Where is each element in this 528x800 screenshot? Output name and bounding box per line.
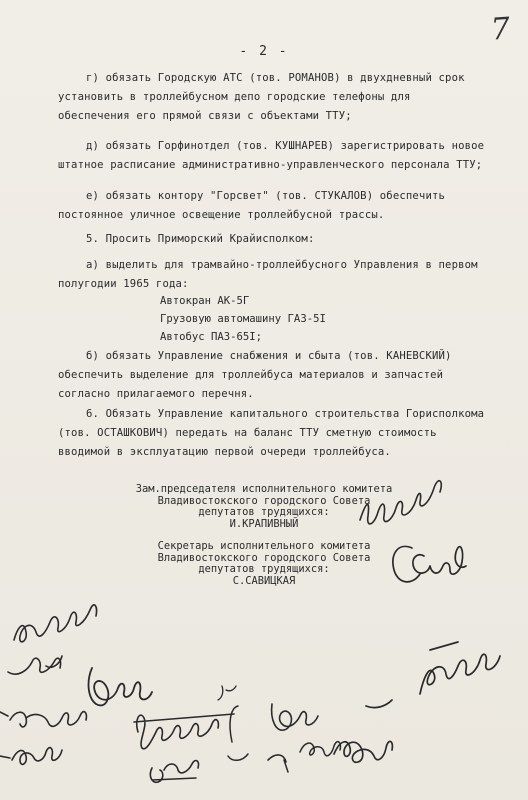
signature-3 [89,668,152,705]
paragraph-6: 6. Обязать Управление капитального строительства Горисполкома (тов. ОСТАШКОВИЧ) передать на баланс ТТУ сметную стоимость вводимой в эксплуатацию первой очереди троллейбуса. [58,408,485,458]
signature-1 [14,605,97,642]
signature-12 [218,686,236,700]
signature-2 [8,656,62,674]
list-item: Автобус ПАЗ-65I; [160,331,263,343]
paragraph-g: г) обязать Городскую АТС (тов. РОМАНОВ) в двухдневный срок установить в троллейбусном депо городские телефоны для обеспечения его прямой связи с объектами ТТУ; [58,72,465,122]
signature-11 [150,761,198,783]
list-item: Автокран АК-5Г [160,295,250,307]
paragraph-e: е) обязать контору "Горсвет" (тов. СТУКАЛОВ) обеспечить постоянное уличное освещение троллейбусной трассы. [58,190,446,221]
signature-7 [268,704,318,762]
handwritten-page-number: 7 [489,11,512,48]
paragraph-5b: б) обязать Управление снабжения и сбыта (тов. КАНЕВСКИЙ) обеспечить выделение для троллейбуса материалов и запчастей согласно прилагаемого перечня. [58,350,452,400]
signature-block-secretary: Секретарь исполнительного комитета Владивостокского городского Совета депутатов трудящихся: С.САВИЦКАЯ [157,540,371,587]
signature-13 [228,706,248,760]
list-item: Грузовую автомашину ГАЗ-5I [160,313,326,325]
signature-block-deputy-chairman: Зам.председателя исполнительного комитета Владивостокского городского Совета депутатов трудящихся: И.КРАПИВНЫЙ [135,483,393,530]
signature-8 [284,742,340,772]
signature-10 [0,748,62,765]
signature-6 [134,714,234,749]
page-number: - 2 - [239,44,289,59]
paragraph-5: 5. Просить Приморский Крайисполком: [86,233,315,245]
signature-9 [334,700,392,762]
paragraph-5a: а) выделить для трамвайно-троллейбусного Управления в первом полугодии 1965 года: [58,259,478,290]
signature-4 [420,642,500,694]
paragraph-d: д) обязать Горфинотдел (тов. КУШНАРЕВ) зарегистрировать новое штатное расписание административно-управленческого персонала ТТУ; [58,140,485,171]
signature-5 [0,712,86,727]
vehicle-list [160,292,326,346]
